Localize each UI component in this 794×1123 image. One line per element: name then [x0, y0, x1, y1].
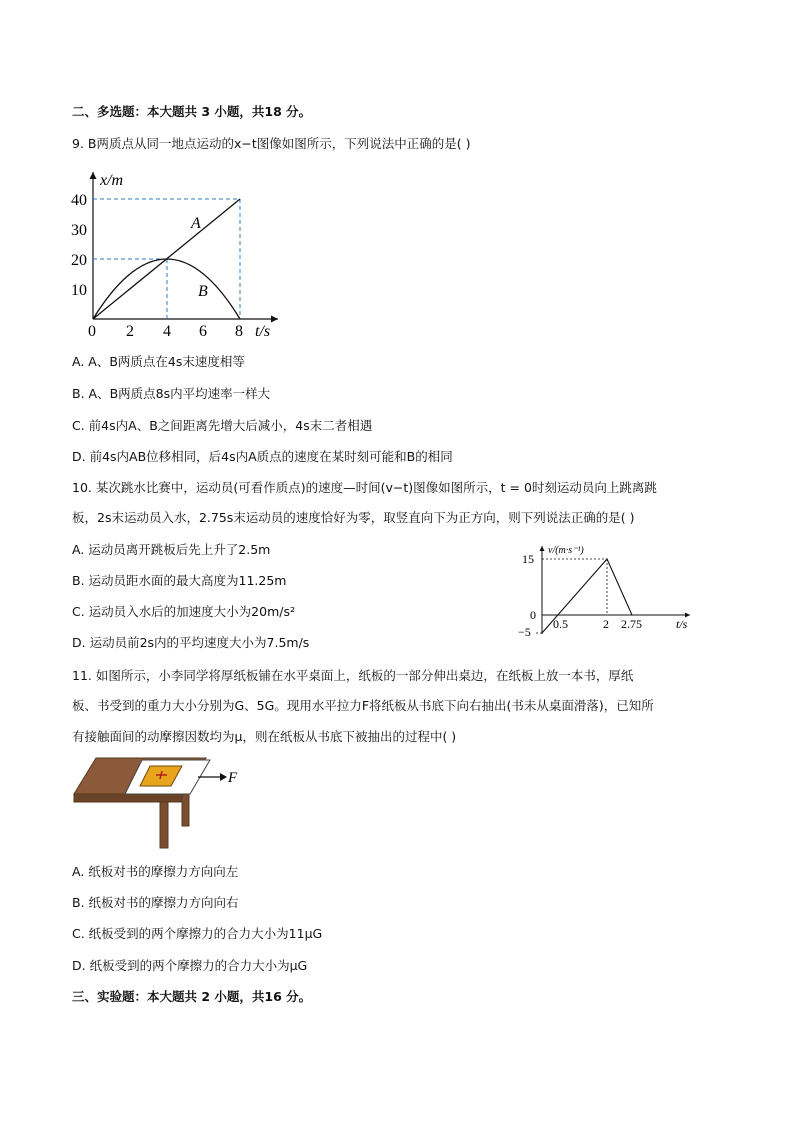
q10-x-tick-05: 0.5 [553, 617, 568, 631]
q9-x-tick-2: 2 [126, 323, 134, 338]
q11-option-c: C. 纸板受到的两个摩擦力的合力大小为11μG [72, 926, 323, 941]
q9-option-c: C. 前4s内A、B之间距离先增大后减小，4s末二者相遇 [72, 418, 373, 433]
q10-x-tick-275: 2.75 [621, 617, 642, 631]
q9-y-tick-40: 40 [71, 192, 87, 209]
q9-option-b: B. A、B两质点8s内平均速率一样大 [72, 386, 271, 401]
question-10-stem-line-1: 10. 某次跳水比赛中，运动员(可看作质点)的速度—时间(v−t)图像如图所示，t = 0时刻运动员向上跳离跳 [72, 480, 657, 495]
q9-xt-graph [68, 166, 288, 338]
q11-option-b: B. 纸板对书的摩擦力方向向右 [72, 895, 239, 910]
q9-y-tick-20: 20 [71, 252, 87, 269]
q10-y-tick-15: 15 [522, 552, 534, 566]
q9-x-tick-6: 6 [199, 323, 207, 338]
table-leg-front [160, 802, 168, 848]
q10-option-a: A. 运动员离开跳板后先上升了2.5m [72, 542, 271, 557]
q9-y-tick-30: 30 [71, 222, 87, 239]
q11-table-book-illustration [70, 754, 250, 850]
q9-label-b: B [198, 283, 208, 300]
section-heading-multiple-choice: 二、多选题：本大题共 3 小题，共18 分。 [72, 104, 312, 119]
q10-vt-graph [512, 542, 702, 638]
q10-option-d: D. 运动员前2s内的平均速度大小为7.5m/s [72, 635, 310, 650]
q10-option-b: B. 运动员距水面的最大高度为11.25m [72, 573, 287, 588]
table-front-edge [74, 794, 182, 802]
question-11-stem-line-3: 有接触面间的动摩擦因数均为μ，则在纸板从书底下被抽出的过程中( ) [72, 729, 457, 744]
q10-y-axis-label: v/(m·s⁻¹) [548, 545, 584, 556]
q9-x-tick-0: 0 [88, 323, 96, 338]
question-10-stem-line-2: 板，2s末运动员入水，2.75s末运动员的速度恰好为零，取竖直向下为正方向，则下列说法正确的是( ) [72, 510, 635, 525]
q9-x-tick-4: 4 [163, 323, 171, 338]
q11-option-d: D. 纸板受到的两个摩擦力的合力大小为μG [72, 958, 308, 973]
q9-label-a: A [191, 215, 201, 232]
question-9-stem: 9. B两质点从同一地点运动的x−t图像如图所示，下列说法中正确的是( ) [72, 136, 471, 151]
q10-y-tick-0: 0 [530, 608, 536, 622]
question-11-stem-line-2: 板、书受到的重力大小分别为G、5G。现用水平拉力F将纸板从书底下向右抽出(书未从桌面滑落)，已知所 [72, 698, 654, 713]
force-label: F [228, 770, 238, 786]
section-heading-experiment: 三、实验题：本大题共 2 小题，共16 分。 [72, 989, 312, 1004]
q10-x-tick-2: 2 [603, 617, 609, 631]
q9-x-axis-label: t/s [255, 323, 271, 338]
q9-x-tick-8: 8 [235, 323, 243, 338]
q11-option-a: A. 纸板对书的摩擦力方向向左 [72, 864, 239, 879]
force-arrow-head [220, 773, 227, 781]
q10-y-tick-neg5: −5 [518, 625, 531, 638]
question-11-stem-line-1: 11. 如图所示，小李同学将厚纸板铺在水平桌面上，纸板的一部分伸出桌边，在纸板上放一本书，厚纸 [72, 668, 634, 683]
q9-option-a: A. A、B两质点在4s末速度相等 [72, 354, 245, 369]
q9-option-d: D. 前4s内AB位移相同，后4s内A质点的速度在某时刻可能和B的相同 [72, 449, 453, 464]
q9-y-tick-10: 10 [71, 282, 87, 299]
q10-option-c: C. 运动员入水后的加速度大小为20m/s² [72, 604, 295, 619]
q9-y-axis-label: x/m [100, 172, 124, 189]
q10-x-axis-label: t/s [676, 617, 688, 631]
